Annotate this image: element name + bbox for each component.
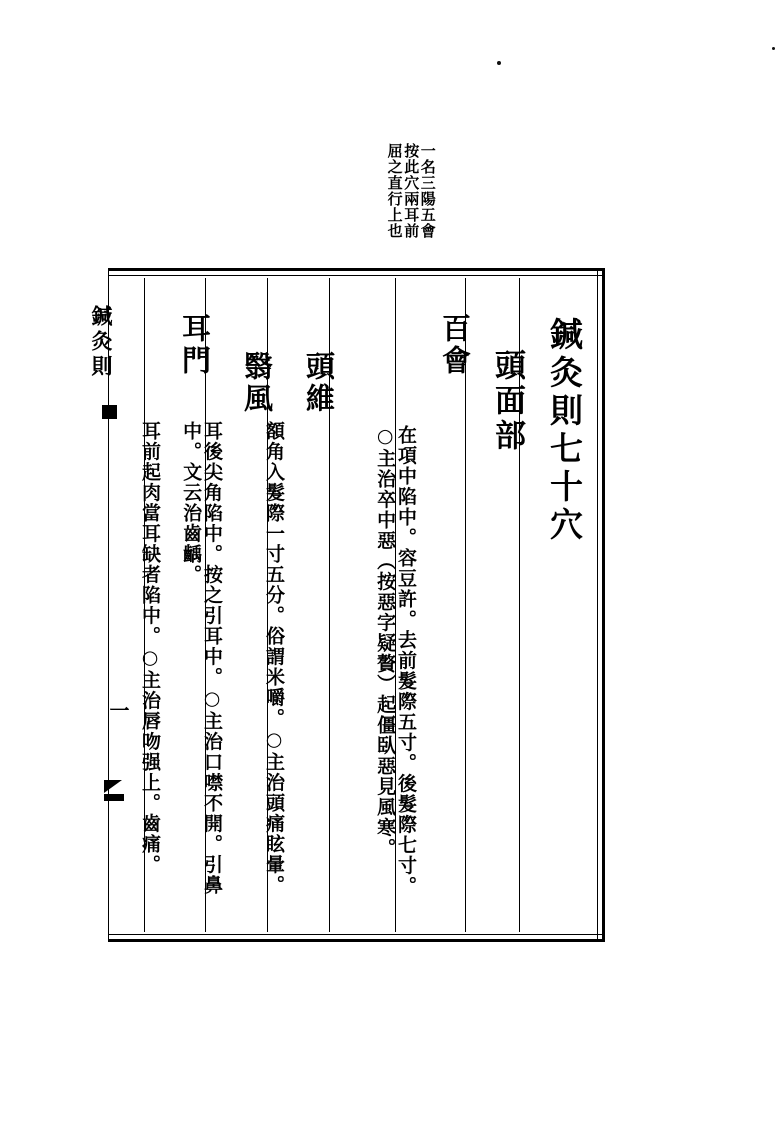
page-speck	[497, 61, 501, 65]
page-number: 一	[106, 700, 130, 720]
entry-body: 在項中陷中。容豆許。去前髮際五寸。後髮際七寸。○主治卒中惡（按惡字疑贅）起僵臥惡見風寒。	[374, 425, 417, 897]
margin-note	[386, 143, 435, 263]
frame-inner-rule-top	[109, 275, 602, 276]
page-speck	[772, 47, 775, 50]
frame-inner-rule-right	[597, 271, 598, 939]
entry-body: 耳後尖角陷中。按之引耳中。○主治口噤不開。引鼻中。文云治齒齲。	[180, 421, 223, 896]
text-block-frame	[108, 268, 605, 942]
frame-inner-rule-bottom	[109, 934, 602, 935]
section-title: 頭面部	[489, 349, 525, 454]
margin-note-line-2: 按此穴兩耳前	[402, 143, 421, 239]
running-head: 鍼灸則	[89, 305, 114, 380]
entry-name: 耳門	[178, 313, 212, 377]
entry-name: 頭維	[302, 351, 336, 415]
entry-body: 耳前起肉當耳缺者陷中。○主治唇吻强上。齒痛。	[139, 421, 161, 875]
margin-note-line-3: 屈之直行上也	[385, 143, 404, 239]
document-title: 鍼灸則七十穴	[545, 317, 584, 545]
entry-name: 翳風	[240, 351, 274, 415]
margin-note-line-1: 一名三陽五會	[418, 143, 437, 239]
entry-name: 百會	[438, 313, 472, 377]
entry-body: 額角入髮際一寸五分。俗謂米嚼。○主治頭痛眩暈。	[263, 421, 285, 896]
